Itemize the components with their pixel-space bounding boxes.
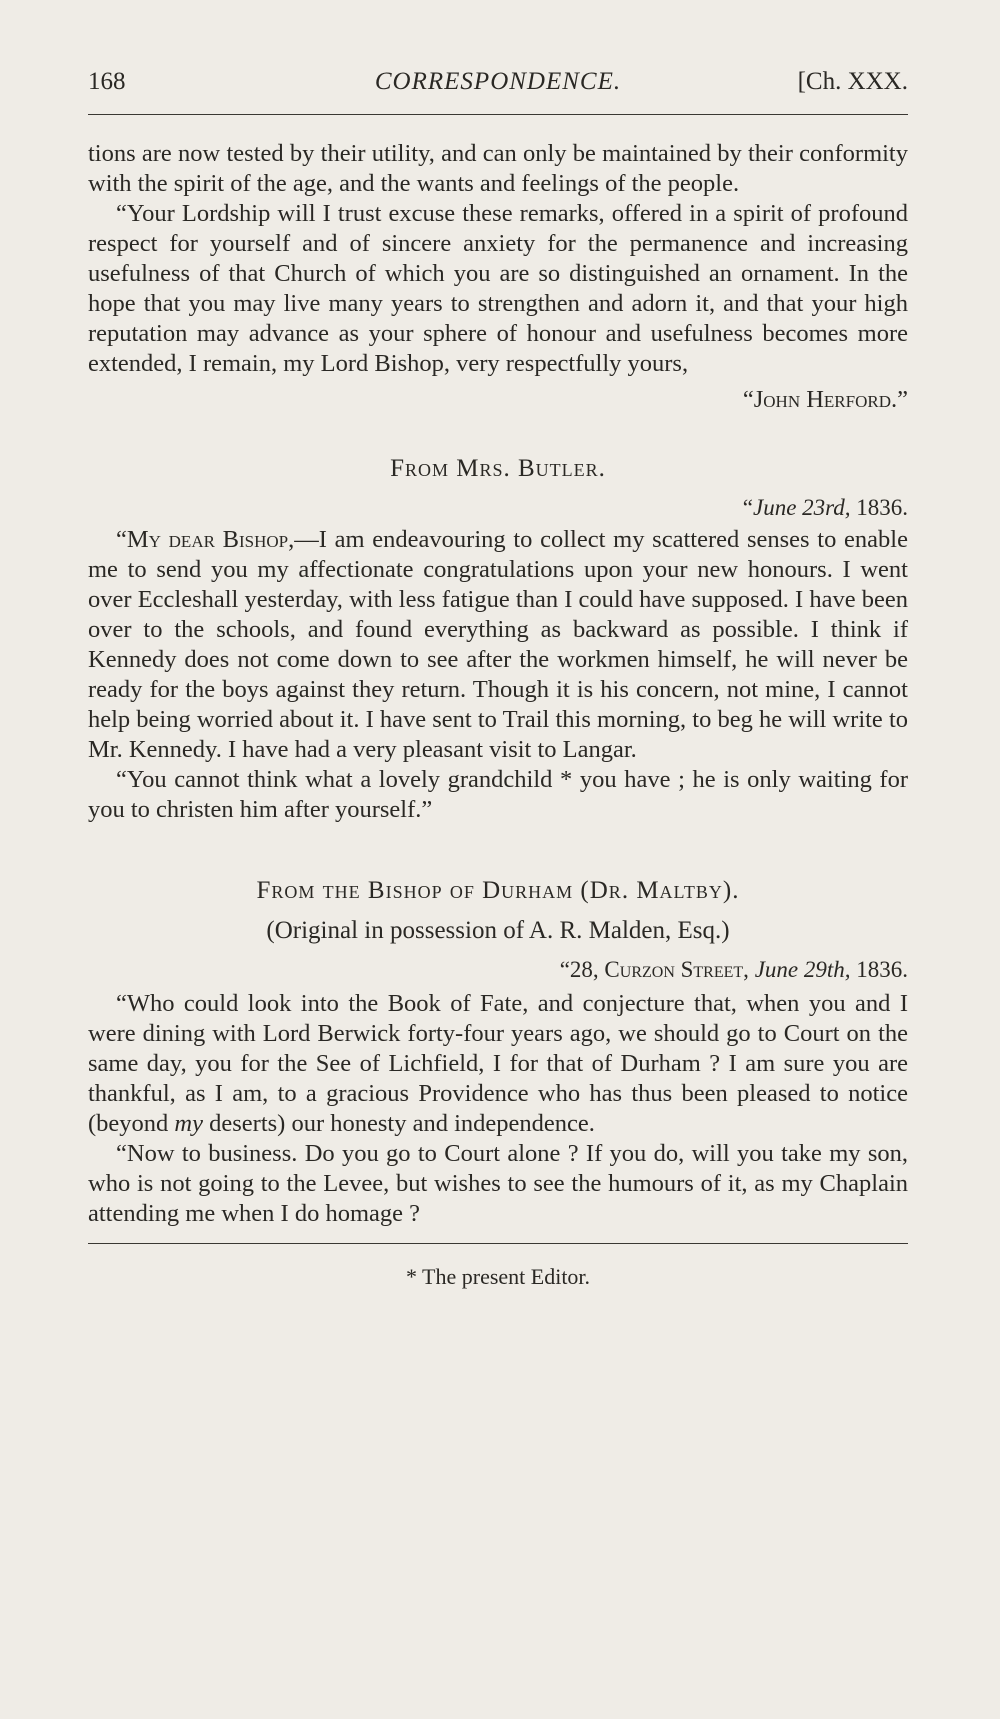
maltby-heading: From the Bishop of Durham (Dr. Maltby). bbox=[256, 877, 740, 904]
running-header bbox=[88, 62, 908, 102]
butler-paragraph-1-text: —I am endeavouring to collect my scattered senses to enable me to send you my affectionate congratulations upon your new honours. I went over Eccleshall yesterday, with less fatigue than I could have supposed. I have been over to the schools, and found everything as backward as possible. I think if Kennedy does not come down to see after the workmen himself, he will never be ready for the boys against they return. Though it is his concern, not mine, I cannot help being worried about it. I have sent to Trail this morning, to beg he will write to Mr. Kennedy. I have had a very pleasant visit to Langar. bbox=[88, 526, 908, 763]
running-title: CORRESPONDENCE. bbox=[374, 68, 622, 95]
header-rule bbox=[88, 114, 908, 115]
maltby-p1-italic: my bbox=[174, 1110, 203, 1137]
herford-paragraph-1: tions are now tested by their utility, and can only be maintained by their conformity with the spirit of the age, and the wants and feelings of the people. bbox=[88, 140, 908, 197]
butler-salutation: “My dear Bishop, bbox=[116, 526, 295, 553]
maltby-letter bbox=[88, 989, 908, 1229]
butler-dateline bbox=[88, 493, 908, 523]
herford-paragraph-2: “Your Lordship will I trust excuse these remarks, offered in a spirit of profound respect for yourself and of sincere anxiety for the permanence and increasing usefulness of that Church of which you are so distinguished an ornament. In the hope that you may live many years to strengthen and adorn it, and that your high reputation may advance as your sphere of honour and usefulness becomes more extended, I remain, my Lord Bishop, very respectfully yours, bbox=[88, 200, 908, 377]
maltby-dateline bbox=[88, 955, 908, 985]
book-page bbox=[88, 62, 908, 1662]
butler-heading: From Mrs. Butler. bbox=[390, 455, 606, 482]
footnote: * The present Editor. bbox=[405, 1264, 591, 1289]
butler-date-day: June 23rd, bbox=[752, 495, 851, 520]
maltby-date-street: Curzon Street, bbox=[604, 957, 749, 982]
butler-letter bbox=[88, 525, 908, 825]
maltby-subheading: (Original in possession of A. R. Malden, Esq.) bbox=[266, 917, 730, 944]
maltby-paragraph-2: “Now to business. Do you go to Court alone ? If you do, will you take my son, who is not going to the Levee, but wishes to see the humours of it, as my Chaplain attending me when I do homage ? bbox=[88, 1140, 908, 1227]
maltby-paragraph-1 bbox=[88, 989, 908, 1139]
maltby-date-year: 1836. bbox=[850, 957, 908, 982]
butler-date-year: 1836. bbox=[850, 495, 908, 520]
butler-date-prefix: “ bbox=[742, 495, 753, 520]
herford-signature: “John Herford.” bbox=[742, 386, 908, 413]
footnote-rule bbox=[88, 1243, 908, 1244]
butler-paragraph-2: “You cannot think what a lovely grandchild * you have ; he is only waiting for you to christen him after yourself.” bbox=[88, 766, 908, 823]
chapter-label: [Ch. XXX. bbox=[797, 68, 908, 95]
herford-letter bbox=[88, 139, 908, 379]
maltby-date-day: June 29th, bbox=[748, 957, 851, 982]
maltby-date-prefix: “28, bbox=[559, 957, 605, 982]
butler-paragraph-1 bbox=[88, 525, 908, 765]
page-number: 168 bbox=[88, 68, 126, 95]
maltby-p1-after: deserts) our honesty and independence. bbox=[203, 1110, 595, 1137]
maltby-p1-before: “Who could look into the Book of Fate, and conjecture that, when you and I were dining with Lord Berwick forty-four years ago, we should go to Court on the same day, you for the See of Lichfield, I for that of Durham ? I am sure you are thankful, as I am, to a gracious Providence who has thus been pleased to notice (beyond bbox=[88, 990, 908, 1137]
